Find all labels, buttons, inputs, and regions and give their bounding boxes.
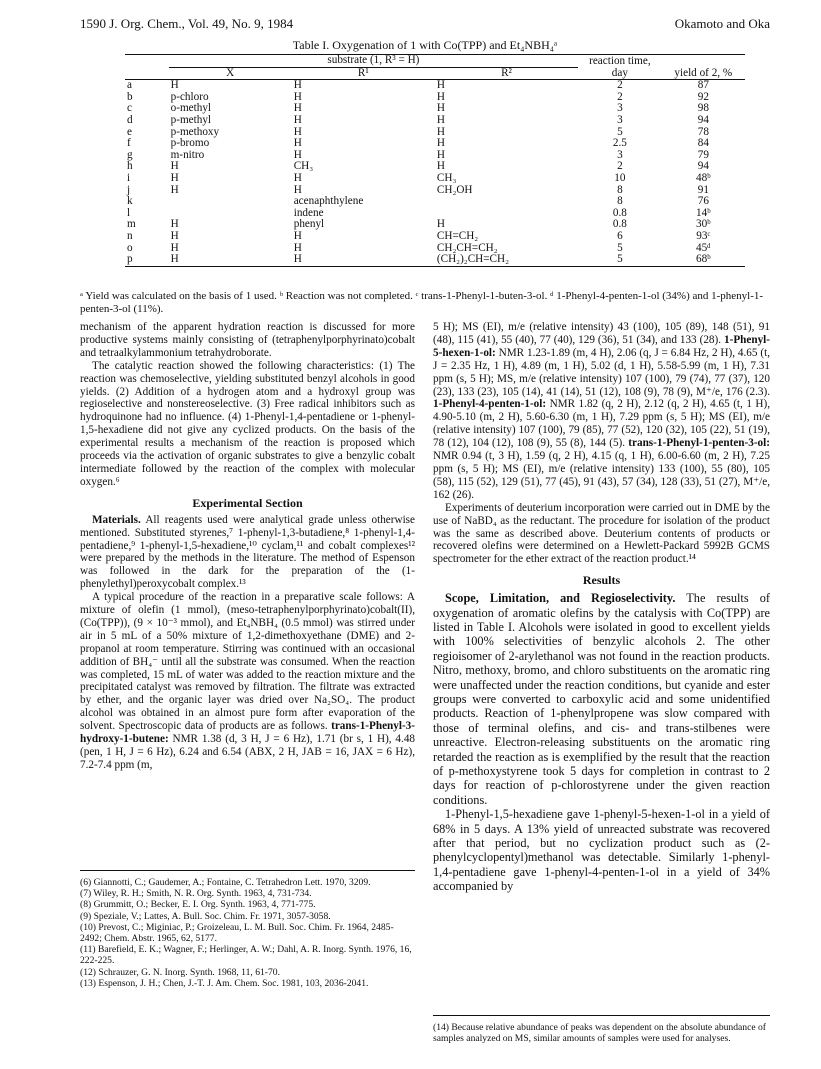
table-cell: H bbox=[293, 241, 302, 254]
col-header-r1: R¹ bbox=[357, 66, 369, 79]
paragraph-text: A typical procedure of the reaction in a preparative scale follows: A mixture of olefin (1 mmol), (meso-tetraphenylporphyrinato)cobalt(II), (Co(TPP)), (9 × 10⁻³ mmol), and Et₄NBH₄ (0.5 mmol) was stirred under air in 5 mL of a 50% mixture of 1,2-dimethoxyethane (DME) and 2-propanol at room temperature. Stirring was continued with an occasional addition of BH₄⁻ until all the substrate was consumed. When the reaction was completed, 15 mL of water was added to the reaction mixture and the precipitated catalyst was removed by filtration. The filtrate was extracted by ether, and the organic layer was dried over Na₂SO₄. The product alcohol was obtained in an almost pure form after evaporation of the solvent. Spectroscopic data of products are as follows. bbox=[80, 591, 415, 733]
table-cell: o-methyl bbox=[170, 102, 212, 115]
table-cell: p-chloro bbox=[170, 90, 209, 103]
table-cell: H bbox=[293, 253, 302, 266]
table-cell: H bbox=[170, 253, 179, 266]
table-cell: CH=CH₂ bbox=[436, 229, 479, 242]
col-header-yield: yield of 2, % bbox=[674, 66, 733, 79]
table-cell: H bbox=[170, 241, 179, 254]
paragraph bbox=[433, 591, 770, 807]
table-cell: 2 bbox=[617, 160, 623, 173]
table-row bbox=[125, 161, 745, 173]
table-cell: 84 bbox=[697, 137, 709, 150]
section-heading: Results bbox=[582, 573, 621, 588]
reference-item: (12) Schrauzer, G. N. Inorg. Synth. 1968, 11, 61-70. bbox=[80, 966, 280, 978]
table-cell: h bbox=[127, 160, 133, 173]
reference-item: (6) Giannotti, C.; Gaudemer, A.; Fontaine, C. Tetrahedron Lett. 1970, 3209. bbox=[80, 877, 371, 888]
table-cell: H bbox=[293, 137, 302, 150]
table-cell: 5 bbox=[617, 125, 623, 138]
table-row bbox=[125, 231, 745, 243]
table-cell: 5 bbox=[617, 253, 623, 266]
table-row bbox=[125, 115, 745, 127]
table-cell: 2 bbox=[617, 90, 623, 103]
table-cell: 2 bbox=[617, 79, 623, 92]
section-heading: Experimental Section bbox=[192, 495, 303, 510]
table-cell: j bbox=[127, 183, 131, 196]
compound-name: trans-1-Phenyl-3-hydroxy-1-butene: bbox=[80, 720, 416, 746]
table-cell: m bbox=[127, 218, 136, 231]
table-cell: p bbox=[127, 253, 133, 266]
table-cell: CH₃ bbox=[436, 171, 457, 184]
table-cell: g bbox=[127, 148, 133, 161]
left-column bbox=[80, 321, 415, 772]
paragraph: 1-Phenyl-1,5-hexadiene gave 1-phenyl-5-hexen-1-ol in a yield of 68% in 5 days. A 13% yield of unreacted substrate was recovered after that period, but no cyclization product such as (2-phenylcyclopentyl)methanol was detectable. Similarly 1-phenyl-1,4-pentadiene gave 1-phenyl-4-penten-1-ol in a yield of 34% accompanied by bbox=[433, 807, 770, 894]
table-cell: 5 bbox=[617, 241, 623, 254]
table-cell: H bbox=[436, 137, 445, 150]
paragraph bbox=[433, 321, 770, 502]
table-cell bbox=[169, 196, 292, 208]
table-cell: H bbox=[293, 102, 302, 115]
table-row bbox=[125, 243, 745, 255]
table-cell: 45ᵈ bbox=[695, 241, 711, 254]
reference-item: (8) Grummitt, O.; Becker, E. I. Org. Synth. 1963, 4, 771-775. bbox=[80, 899, 316, 911]
paragraph-text: NMR 1.38 (d, 3 H, J = 6 Hz), 1.71 (br s, 1 H), 4.48 (pen, 1 H, J = 6 Hz), 6.24 and 6.54 (ABX, 2 H, JAB = 16, JAX = 6 Hz), 7.2-7.4 ppm (m, bbox=[80, 733, 416, 771]
table-cell: 91 bbox=[697, 183, 709, 196]
table-cell: H bbox=[436, 79, 445, 92]
table-cell: indene bbox=[293, 206, 324, 219]
reference-item: (10) Prevost, C.; Miginiac, P.; Groizeleau, L. M. Bull. Soc. Chim. Fr. 1964, 2485-2492; Chem. Abstr. 1965, 62, 5177. bbox=[80, 921, 394, 945]
compound-name: trans-1-Phenyl-1-penten-3-ol: bbox=[628, 437, 770, 450]
table-cell: H bbox=[436, 160, 445, 173]
table-cell: 0.8 bbox=[612, 206, 627, 219]
table-cell: p-methyl bbox=[170, 113, 212, 126]
table-cell: H bbox=[436, 90, 445, 103]
table-cell: 87 bbox=[697, 79, 709, 92]
run-in-heading: Materials. bbox=[92, 513, 141, 526]
table-cell: H bbox=[436, 125, 445, 138]
table-cell: 76 bbox=[697, 195, 709, 208]
compound-name: 1-Phenyl-5-hexen-1-ol: bbox=[433, 333, 770, 359]
table-cell: H bbox=[436, 102, 445, 115]
compound-name: 1-Phenyl-4-penten-1-ol: bbox=[433, 398, 547, 411]
paragraph: The catalytic reaction showed the following characteristics: (1) The reaction was chemoselective, yielding substituted benzyl alcohols in good yields. (2) Addition of a hydrogen atom and a hydroxyl group was regioselective and nonstereoselective. (3) Free radical inhibitors such as hydroquinone had no influence. (4) 1-Phenyl-1,4-pentadiene or 1-phenyl-1,5-hexadiene did not give any cyclized products. On the basis of the experimental results a mechanism of the reaction is proposed which proceeds via the activation of organic substrates to give a benzylic cobalt intermediate followed by the reaction of the complex with molecular oxygen.⁶ bbox=[80, 359, 415, 488]
table-row bbox=[125, 254, 745, 266]
table-cell: 94 bbox=[697, 113, 709, 126]
table-row bbox=[125, 150, 745, 162]
table-cell: H bbox=[170, 218, 179, 231]
table-row bbox=[125, 138, 745, 150]
table-cell: 94 bbox=[697, 160, 709, 173]
table-caption: Table I. Oxygenation of 1 with Co(TPP) and Et₄NBH₄ᵃ bbox=[292, 38, 558, 52]
table-row bbox=[125, 92, 745, 104]
table-cell: H bbox=[436, 113, 445, 126]
table-cell: H bbox=[293, 79, 302, 92]
table-cell: H bbox=[293, 183, 302, 196]
reference-item: (11) Barefield, E. K.; Wagner, F.; Herlinger, A. W.; Dahl, A. R. Inorg. Synth. 1976, 16, 222-225. bbox=[80, 944, 412, 967]
author-names: Okamoto and Oka bbox=[674, 16, 770, 31]
table-cell: H bbox=[436, 148, 445, 161]
table-cell: acenaphthylene bbox=[293, 195, 364, 208]
references bbox=[80, 870, 415, 989]
table-cell: 6 bbox=[617, 229, 623, 242]
table-cell: 48ᵇ bbox=[695, 171, 711, 184]
table-cell: H bbox=[436, 218, 445, 231]
table-cell bbox=[435, 208, 578, 220]
table-cell: CH₂CH=CH₂ bbox=[436, 241, 498, 254]
table-cell: 3 bbox=[617, 113, 623, 126]
table-cell: p-bromo bbox=[170, 137, 210, 150]
footnote-14: (14) Because relative abundance of peaks was dependent on the absolute abundance of samples analyzed on MS, similar amounts of samples were used for analyses. bbox=[433, 1015, 770, 1044]
table-row bbox=[125, 219, 745, 231]
table-cell: c bbox=[127, 102, 132, 115]
table-cell: 30ᵇ bbox=[695, 218, 711, 231]
table-cell: n bbox=[127, 229, 133, 242]
table-cell: (CH₂)₂CH=CH₂ bbox=[436, 253, 509, 266]
paragraph-text: All reagents used were analytical grade unless otherwise mentioned. Substituted styrenes,⁷ 1-phenyl-1,3-butadiene,⁸ 1-phenyl-1,4-pentadiene,⁹ 1-phenyl-1,5-hexadiene,¹⁰ cyclam,¹¹ and cobalt complexes¹² were prepared by the methods in the literature. The method of Espenson was followed in the dark for the preparation of the (1-phenylethyl)peroxycobalt complex.¹³ bbox=[80, 513, 415, 591]
table-cell: m-nitro bbox=[170, 148, 205, 161]
table-row bbox=[125, 80, 745, 92]
table-row bbox=[125, 127, 745, 139]
paragraph: Experiments of deuterium incorporation were carried out in DME by the use of NaBD₄ as the reductant. The procedure for isolation of the product was the same as described above. Deuterium contents of products or recovered olefins were determined on a Hewlett-Packard 5992B GCMS spectrometer for the ether extract of the reaction product.¹⁴ bbox=[433, 501, 770, 566]
table-cell bbox=[435, 196, 578, 208]
table-cell: H bbox=[170, 229, 179, 242]
group-header: substrate (1, R³ = H) bbox=[169, 55, 578, 67]
table-row bbox=[125, 103, 745, 115]
table-cell: H bbox=[170, 183, 179, 196]
paragraph: mechanism of the apparent hydration reaction is discussed for more productive systems mainly consisting of (tetraphenylporphyrinato)cobalt and tetraalkylammonium tetrahydroborate. bbox=[80, 321, 415, 359]
table-row bbox=[125, 185, 745, 197]
journal-citation: 1590 J. Org. Chem., Vol. 49, No. 9, 1984 bbox=[80, 16, 294, 31]
table-cell: 98 bbox=[697, 102, 709, 115]
table-cell: 78 bbox=[697, 125, 709, 138]
table-cell: 14ᵇ bbox=[695, 206, 711, 219]
table-cell: p-methoxy bbox=[170, 125, 220, 138]
table-cell: 10 bbox=[614, 171, 626, 184]
table-cell: a bbox=[127, 79, 132, 92]
paragraph bbox=[80, 591, 415, 772]
table-cell: H bbox=[170, 79, 179, 92]
table-cell: 93ᶜ bbox=[696, 229, 711, 242]
table-cell: f bbox=[127, 137, 131, 150]
right-column bbox=[433, 321, 770, 894]
table-cell: o bbox=[127, 241, 133, 254]
col-header-time: reaction time, day bbox=[589, 55, 651, 79]
paragraph-text: NMR 1.23-1.89 (m, 4 H), 2.06 (q, J = 6.84 Hz, 2 H), 4.65 (t, J = 2.35 Hz, 1 H), 4.89 (m, 1 H), 5.02 (d, 1 H), 5.58-5.99 (m, 1 H), 7.31 ppm (s, 5 H); MS, m/e (relative intensity) 107 (100), 79 (74), 77 (37), 120 (23), 133 (23), 105 (14), 41 (14), 51 (12), 108 (9), 78 (9), M⁺/e, 176 (2.3). bbox=[433, 346, 770, 398]
table-cell: 8 bbox=[617, 183, 623, 196]
table-cell: CH₃ bbox=[293, 160, 314, 173]
table-row bbox=[125, 196, 745, 208]
table-row bbox=[125, 173, 745, 185]
table-cell bbox=[169, 208, 292, 220]
table-cell: 0.8 bbox=[612, 218, 627, 231]
table-cell: H bbox=[170, 171, 179, 184]
col-header-x: X bbox=[226, 66, 235, 79]
table-cell: b bbox=[127, 90, 133, 103]
paragraph bbox=[80, 514, 415, 591]
table-cell: H bbox=[293, 125, 302, 138]
table-cell: 92 bbox=[697, 90, 709, 103]
table-cell: H bbox=[293, 171, 302, 184]
table-cell: d bbox=[127, 113, 133, 126]
reference-item: (13) Espenson, J. H.; Chen, J.-T. J. Am. Chem. Soc. 1981, 103, 2036-2041. bbox=[80, 977, 369, 989]
table-row bbox=[125, 208, 745, 220]
table-cell: H bbox=[293, 113, 302, 126]
paragraph-text: 5 H); MS (EI), m/e (relative intensity) 43 (100), 105 (89), 148 (51), 91 (48), 115 (41), 55 (40), 77 (40), 129 (36), 51 (34), and 133 (28). bbox=[433, 321, 770, 346]
table-cell: H bbox=[293, 90, 302, 103]
table-cell: e bbox=[127, 125, 132, 138]
table-cell: 3 bbox=[617, 148, 623, 161]
table-cell: 68ᵇ bbox=[695, 253, 711, 266]
paragraph-text: NMR 0.94 (t, 3 H), 1.59 (q, 2 H), 4.15 (q, 1 H), 6.00-6.60 (m, 2 H), 7.25 ppm (s, 5 H); MS (EI), m/e (relative intensity) 133 (100), 55 (80), 105 (58), 115 (52), 129 (51), 77 (45), 91 (43), 57 (34), 128 (33), 51 (27), M⁺/e, 162 (26). bbox=[433, 450, 770, 501]
reference-item: (7) Wiley, R. H.; Smith, N. R. Org. Synth. 1963, 4, 731-734. bbox=[80, 888, 312, 900]
table-cell: H bbox=[293, 148, 302, 161]
table-cell: 79 bbox=[697, 148, 709, 161]
table-cell: H bbox=[170, 160, 179, 173]
table-cell: i bbox=[127, 171, 131, 184]
paragraph-text: NMR 1.82 (q, 2 H), 2.12 (q, 2 H), 4.65 (t, 1 H), 4.90-5.10 (m, 2 H), 5.60-6.30 (m, 1 H), 7.29 ppm (s, 5 H); MS (EI), m/e (relative intensity) 107 (100), 79 (85), 77 (52), 120 (32), 105 (22), 51 (19), 78 (12), 104 (12), 108 (9), 55 (8), 144 (5). bbox=[433, 398, 770, 450]
col-header-r2: R² bbox=[501, 66, 512, 79]
table-footnote: ᵃ Yield was calculated on the basis of 1 used. ᵇ Reaction was not completed. ᶜ trans-1-Phenyl-1-buten-3-ol. ᵈ 1-Phenyl-4-penten-1-ol (34%) and 1-phenyl-1-penten-3-ol (11%). bbox=[80, 290, 764, 315]
table-cell: CH₂OH bbox=[436, 183, 473, 196]
table-cell: 3 bbox=[617, 102, 623, 115]
table-cell: l bbox=[127, 206, 131, 219]
table-cell: 2.5 bbox=[612, 137, 627, 150]
results-table bbox=[125, 54, 745, 267]
reference-item: (9) Speziale, V.; Lattes, A. Bull. Soc. Chim. Fr. 1971, 3057-3058. bbox=[80, 910, 331, 922]
run-in-heading: Scope, Limitation, and Regioselectivity. bbox=[445, 591, 676, 606]
table-cell: 8 bbox=[617, 195, 623, 208]
table-cell: H bbox=[293, 229, 302, 242]
paragraph-text: The results of oxygenation of aromatic olefins by the catalysis with Co(TPP) are listed in Table I. Alcohols were isolated in good to excellent yields with 100% selectivities of benzylic alcohols 2. The other regioisomer of 2-arylethanol was not found in the reaction products. Nitro, methoxy, bromo, and chloro substituents on the aromatic ring were unaffected under the reaction conditions, but cyanide and ester groups were converted to carboxylic acid and some unidentified products. Reaction of 1-phenylpropene was slow compared with those of terminal olefins, and cis- and trans-stilbenes were unreactive. Electron-releasing substituents on the aromatic ring retarded the reaction as is exemplified by the result that the reaction of p-methoxystyrene took 5 days for completion in contrast to 2 days for reaction of p-chlorostyrene under the given reaction conditions. bbox=[433, 591, 770, 807]
table-cell: k bbox=[127, 195, 133, 208]
table-cell: phenyl bbox=[293, 218, 325, 231]
